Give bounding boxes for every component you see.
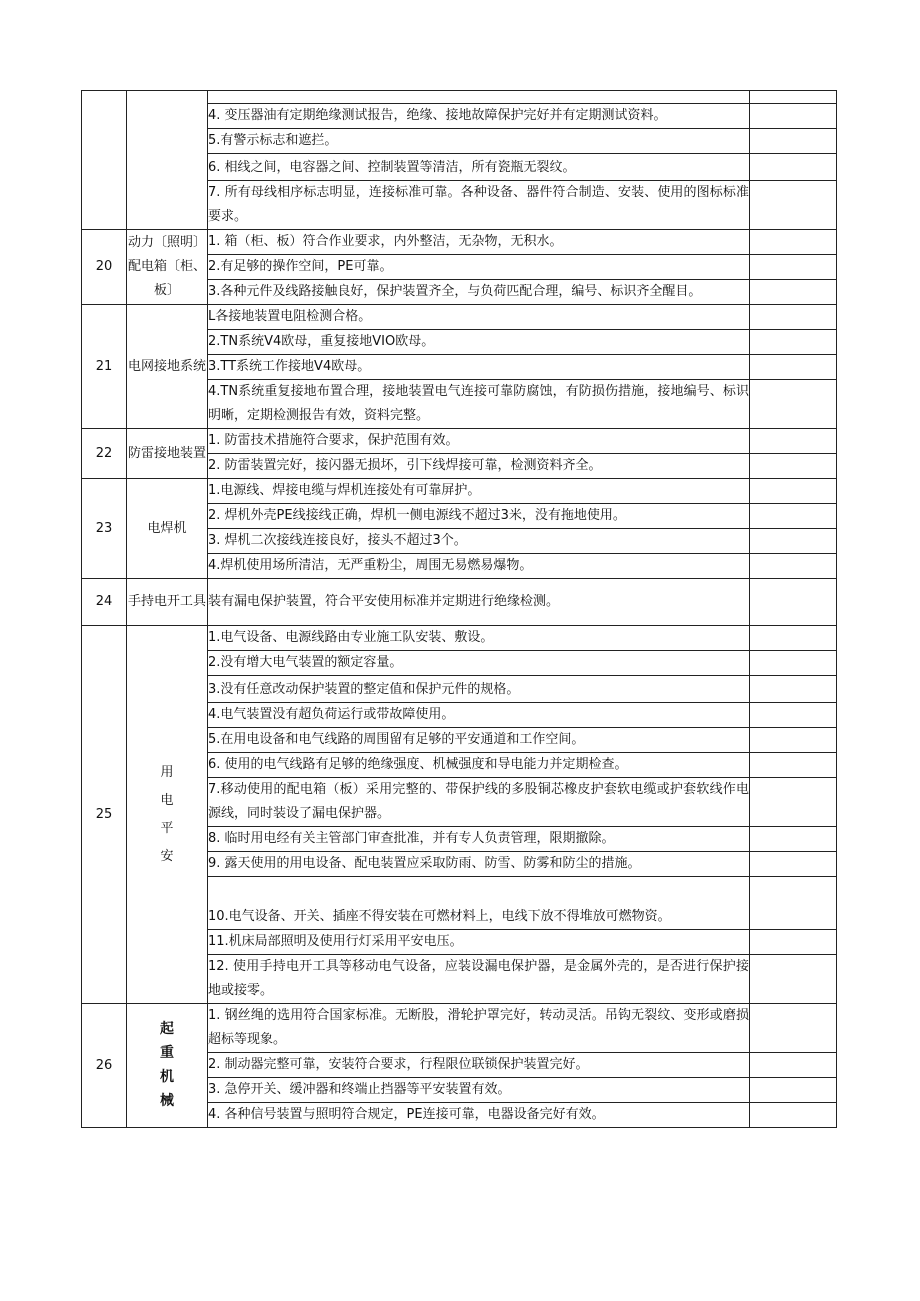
row-number-cell: 22 — [82, 429, 127, 479]
item-cell: 装有漏电保护装置，符合平安使用标准并定期进行绝缘检测。 — [208, 579, 750, 626]
table-row — [82, 479, 837, 504]
result-cell — [750, 1004, 837, 1053]
result-cell — [750, 330, 837, 355]
category-cell: 防雷接地装置 — [127, 429, 208, 479]
result-cell — [750, 827, 837, 852]
category-cell — [127, 626, 208, 1004]
row-number-cell: 26 — [82, 1004, 127, 1128]
result-cell — [750, 651, 837, 676]
row-number-cell: 21 — [82, 305, 127, 429]
item-cell — [208, 91, 750, 104]
result-cell — [750, 429, 837, 454]
item-cell: 2.没有增大电气装置的额定容量。 — [208, 651, 750, 676]
item-cell: 3.各种元件及线路接触良好，保护装置齐全，与负荷匹配合理，编号、标识齐全醒目。 — [208, 280, 750, 305]
category-char: 械 — [159, 1092, 174, 1109]
result-cell — [750, 355, 837, 380]
table-row — [82, 230, 837, 255]
table-row — [82, 626, 837, 651]
result-cell — [750, 154, 837, 181]
result-cell — [750, 91, 837, 104]
result-cell — [750, 280, 837, 305]
item-cell: 11.机床局部照明及使用行灯采用平安电压。 — [208, 930, 750, 955]
category-char: 电 — [160, 792, 174, 808]
item-cell: 6. 相线之间，电容器之间、控制装置等清洁，所有瓷瓶无裂纹。 — [208, 154, 750, 181]
item-cell: 4. 变压器油有定期绝缘测试报告，绝缘、接地故障保护完好并有定期测试资料。 — [208, 104, 750, 129]
item-cell: 1. 钢丝绳的选用符合国家标准。无断股，滑轮护罩完好，转动灵活。吊钩无裂纹、变形或磨损超标等现象。 — [208, 1004, 750, 1053]
item-cell: 3. 急停开关、缓冲器和终端止挡器等平安装置有效。 — [208, 1078, 750, 1103]
result-cell — [750, 305, 837, 330]
result-cell — [750, 529, 837, 554]
result-cell — [750, 1078, 837, 1103]
result-cell — [750, 778, 837, 827]
result-cell — [750, 703, 837, 728]
item-cell: 8. 临时用电经有关主管部门审查批准，并有专人负责管理，限期撤除。 — [208, 827, 750, 852]
row-number-cell: 24 — [82, 579, 127, 626]
result-cell — [750, 852, 837, 877]
result-cell — [750, 181, 837, 230]
category-char: 起 — [159, 1020, 174, 1037]
item-cell: 1.电气设备、电源线路由专业施工队安装、敷设。 — [208, 626, 750, 651]
item-cell: 9. 露天使用的用电设备、配电装置应采取防雨、防雪、防雾和防尘的措施。 — [208, 852, 750, 877]
item-cell: 4.电气装置没有超负荷运行或带故障使用。 — [208, 703, 750, 728]
item-cell: 4.TN系统重复接地布置合理，接地装置电气连接可靠防腐蚀，有防损伤措施，接地编号、标识明晰，定期检测报告有效，资料完整。 — [208, 380, 750, 429]
item-cell: 4.焊机使用场所清洁，无严重粉尘，周围无易燃易爆物。 — [208, 554, 750, 579]
item-cell: 5.有警示标志和遮拦。 — [208, 129, 750, 154]
item-cell: 1. 箱（柜、板）符合作业要求，内外整洁，无杂物，无积水。 — [208, 230, 750, 255]
inspection-table — [81, 90, 837, 1128]
result-cell — [750, 955, 837, 1004]
item-cell: 4. 各种信号装置与照明符合规定，PE连接可靠，电器设备完好有效。 — [208, 1103, 750, 1128]
row-number-cell: 23 — [82, 479, 127, 579]
table-row — [82, 1004, 837, 1053]
category-cell — [127, 91, 208, 230]
result-cell — [750, 676, 837, 703]
item-cell: 2. 制动器完整可靠，安装符合要求，行程限位联锁保护装置完好。 — [208, 1053, 750, 1078]
result-cell — [750, 626, 837, 651]
result-cell — [750, 380, 837, 429]
result-cell — [750, 877, 837, 930]
result-cell — [750, 129, 837, 154]
result-cell — [750, 728, 837, 753]
table-row — [82, 305, 837, 330]
item-cell: 6. 使用的电气线路有足够的绝缘强度、机械强度和导电能力并定期检查。 — [208, 753, 750, 778]
item-cell: 1.电源线、焊接电缆与焊机连接处有可靠屏护。 — [208, 479, 750, 504]
result-cell — [750, 930, 837, 955]
item-cell: 7.移动使用的配电箱（板）采用完整的、带保护线的多股铜芯橡皮护套软电缆或护套软线作电源线，同时装设了漏电保护器。 — [208, 778, 750, 827]
result-cell — [750, 104, 837, 129]
result-cell — [750, 1103, 837, 1128]
category-char: 安 — [160, 848, 174, 864]
row-number-cell: 25 — [82, 626, 127, 1004]
category-char: 重 — [159, 1044, 174, 1061]
result-cell — [750, 554, 837, 579]
item-cell: 3.没有任意改动保护装置的整定值和保护元件的规格。 — [208, 676, 750, 703]
category-cell: 手持电开工具 — [127, 579, 208, 626]
result-cell — [750, 504, 837, 529]
row-number-cell — [82, 91, 127, 230]
item-cell: L各接地装置电阻检测合格。 — [208, 305, 750, 330]
item-cell: 2.有足够的操作空间，PE可靠。 — [208, 255, 750, 280]
category-char: 平 — [160, 820, 174, 836]
category-cell: 动力〔照明〕配电箱〔柜、板〕 — [127, 230, 208, 305]
item-cell: 3.TT系统工作接地V4欧母。 — [208, 355, 750, 380]
category-char: 用 — [160, 764, 174, 780]
category-char: 机 — [159, 1068, 174, 1085]
item-cell: 2.TN系统V4欧母，重复接地VIO欧母。 — [208, 330, 750, 355]
table-row — [82, 579, 837, 626]
item-cell: 1. 防雷技术措施符合要求，保护范围有效。 — [208, 429, 750, 454]
category-cell: 电焊机 — [127, 479, 208, 579]
table-row — [82, 91, 837, 104]
item-cell: 3. 焊机二次接线连接良好，接头不超过3个。 — [208, 529, 750, 554]
result-cell — [750, 753, 837, 778]
item-cell: 2. 防雷装置完好，接闪器无损坏，引下线焊接可靠，检测资料齐全。 — [208, 454, 750, 479]
item-cell: 7. 所有母线相序标志明显，连接标准可靠。各种设备、器件符合制造、安装、使用的图标标准要求。 — [208, 181, 750, 230]
category-cell — [127, 1004, 208, 1128]
category-cell: 电网接地系统 — [127, 305, 208, 429]
table-row — [82, 429, 837, 454]
item-cell: 10.电气设备、开关、插座不得安装在可燃材料上，电线下放不得堆放可燃物资。 — [208, 877, 750, 930]
result-cell — [750, 579, 837, 626]
result-cell — [750, 230, 837, 255]
result-cell — [750, 454, 837, 479]
item-cell: 2. 焊机外壳PE线接线正确，焊机一侧电源线不超过3米，没有拖地使用。 — [208, 504, 750, 529]
item-cell: 12. 使用手持电开工具等移动电气设备，应装设漏电保护器，是金属外壳的，是否进行保护接地或接零。 — [208, 955, 750, 1004]
item-cell: 5.在用电设备和电气线路的周围留有足够的平安通道和工作空间。 — [208, 728, 750, 753]
result-cell — [750, 1053, 837, 1078]
result-cell — [750, 479, 837, 504]
result-cell — [750, 255, 837, 280]
row-number-cell: 20 — [82, 230, 127, 305]
